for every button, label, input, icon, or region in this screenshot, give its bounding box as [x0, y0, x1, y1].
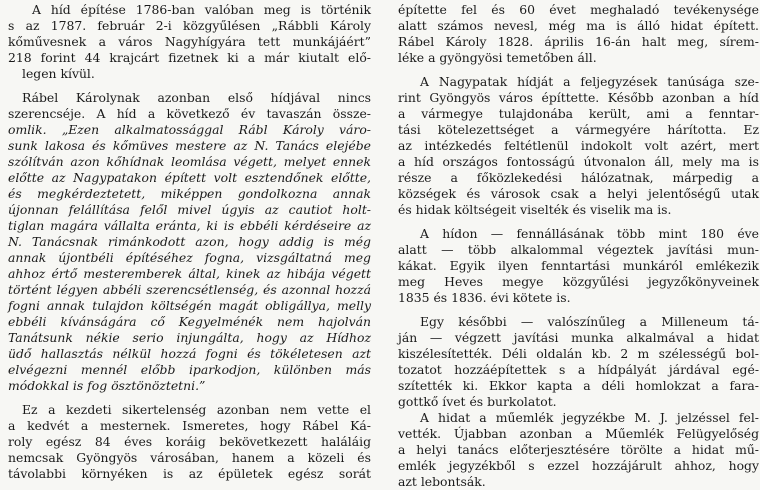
text-line: azt lebontsák. — [398, 474, 486, 489]
text-line: tiglan magára vállalta eránta, ki is ebbéli kérdéseire az — [8, 218, 371, 233]
text-line: A hidat a műemlék jegyzékbe M. J. jelzéssel fel- — [420, 410, 759, 425]
text-line: építette fel és 60 évet meghaladó tevékenysége — [398, 2, 759, 17]
text-line: ahhoz értő mesteremberek által, kinek az hibája végett — [8, 266, 371, 281]
text-line: községek és városok csak a helyi jelentőségű utak — [398, 186, 759, 201]
text-line: ebbéli kívánságára cő Kegyelménék nem hajolván — [8, 314, 371, 329]
text-line: szólítván azon kőhídnak leomlása végett, melyet ennek — [8, 154, 371, 169]
text-line: roly egész 84 éves koráig bekövetkezett haláláig — [8, 434, 371, 449]
text-line: gottkő ívet és burkolatot. — [398, 394, 557, 409]
text-line: meg Heves megye közgyűlési jegyzőkönyveinek — [398, 274, 759, 289]
text-line: alatt számos nevesl, még ma is álló hidat épített. — [398, 18, 759, 33]
text-line: kákat. Egyik ilyen fenntartási munkáról emlékezik — [398, 258, 759, 273]
text-line: szerencséje. A híd a következő év tavaszán össze- — [8, 106, 371, 121]
text-line: elvégezni mennél előbb iparkodjon, különben más — [8, 362, 371, 377]
text-line: vették. Újabban azonban a Műemlék Felügyelőség — [398, 426, 759, 441]
text-line: ján — végzett javítási munka alkalmával a hidat — [398, 330, 759, 345]
text-line: Rábel Károly 1828. április 16-án halt meg, sírem- — [398, 34, 759, 49]
text-line: legen kívül. — [22, 66, 95, 81]
text-line: 1835 és 1836. évi kötete is. — [398, 290, 571, 305]
text-line: Ez a kezdeti sikertelenség azonban nem vette el — [22, 402, 371, 417]
text-line: 218 forint 44 krajcárt fizetnek ki a már kiutalt elő- — [8, 50, 371, 65]
text-line: módokkal is fog ösztönöztetni.” — [8, 378, 206, 393]
text-line: a vármegye tulajdonába került, ami a fenntar- — [398, 106, 759, 121]
text-line: annak újontbéli építéséhez fogna, vizsgáltatná meg — [8, 250, 371, 265]
text-line: az intézkedés feltétlenül indokolt volt azért, mert — [398, 138, 759, 153]
text-line: üdő hallasztás nélkül hozzá fogni és tökéletesen azt — [8, 346, 371, 361]
text-line: előtte az Nagypatakon épített volt esztendőnek előtte, — [8, 170, 371, 185]
text-line: kiszélesítették. Déli oldalán kb. 2 m szélességű bol- — [398, 346, 759, 361]
text-line: A hídon — fennállásának több mint 180 éve — [420, 226, 759, 241]
text-line: Egy későbbi — valószínűleg a Milleneum tá- — [420, 314, 759, 329]
text-line: fogni annak tulajdon költségén magát obligállya, melly — [8, 298, 371, 313]
text-line: nemcsak Gyöngyös városában, hanem a közeli és — [8, 450, 371, 465]
text-line: alatt — több alkalommal végeztek javítási mun- — [398, 242, 759, 257]
text-line: Rábel Károlynak azonban első hídjával nincs — [22, 90, 371, 105]
text-line: része a főközlekedési hálózatnak, márpedig a — [398, 170, 759, 185]
text-line: Tanátsunk nékie serio injungálta, hogy az Hídhoz — [8, 330, 371, 345]
text-line: tási kötelezettséget a vármegyére hárította. Ez — [398, 122, 759, 137]
text-line: és hidak költségeit viselték és viselik ma is. — [398, 202, 672, 217]
text-line: kőművesnek a város Nagyhígyára tett munkájáért” — [8, 34, 371, 49]
text-line: távolabbi környéken is az épületek egész sorát — [8, 466, 371, 481]
text-line: sunk lakosa és kőmüves mestere az N. Tanács elejébe — [8, 138, 371, 153]
text-line: a kedvét a mesternek. Ismeretes, hogy Rábel Ká- — [8, 418, 371, 433]
text-line: történt légyen abbéli szerencsétlenség, és azonnal hozzá — [8, 282, 371, 297]
text-line: A Nagypatak hídját a feljegyzések tanúsága sze- — [420, 74, 759, 89]
text-line: tozatot hozzáépítettek s a hídpályát járdával egé- — [398, 362, 759, 377]
text-line: a helyi tanács előterjesztésére törölte a hidat mű- — [398, 442, 759, 457]
text-line: újonnan felállítása felől mivel úgyis az cautiot holt- — [8, 202, 371, 217]
text-line: rint Gyöngyös város építtette. Később azonban a híd — [398, 90, 759, 105]
text-line: szítették ki. Ekkor kapta a déli homlokzat a fara- — [398, 378, 759, 393]
text-line: és megkérdeztetett, miképpen gondolkozna annak — [8, 186, 371, 201]
text-line: N. Tanácsnak rimánkodott azon, hogy addig is még — [8, 234, 371, 249]
text-line: a híd országos fontosságú útvonalon áll, mely ma is — [398, 154, 759, 169]
text-line: emlék jegyzékből s ezzel hozzájárult ahhoz, hogy — [398, 458, 759, 473]
text-line: s az 1787. február 2-i közgyűlésen „Rábbli Károly — [8, 18, 371, 33]
text-line: omlik. „Ezen alkalmatossággal Rábl Károly váro- — [8, 122, 371, 137]
text-line: A híd építése 1786-ban valóban meg is történik — [32, 2, 371, 17]
text-line: léke a gyöngyösi temetőben áll. — [398, 50, 597, 65]
